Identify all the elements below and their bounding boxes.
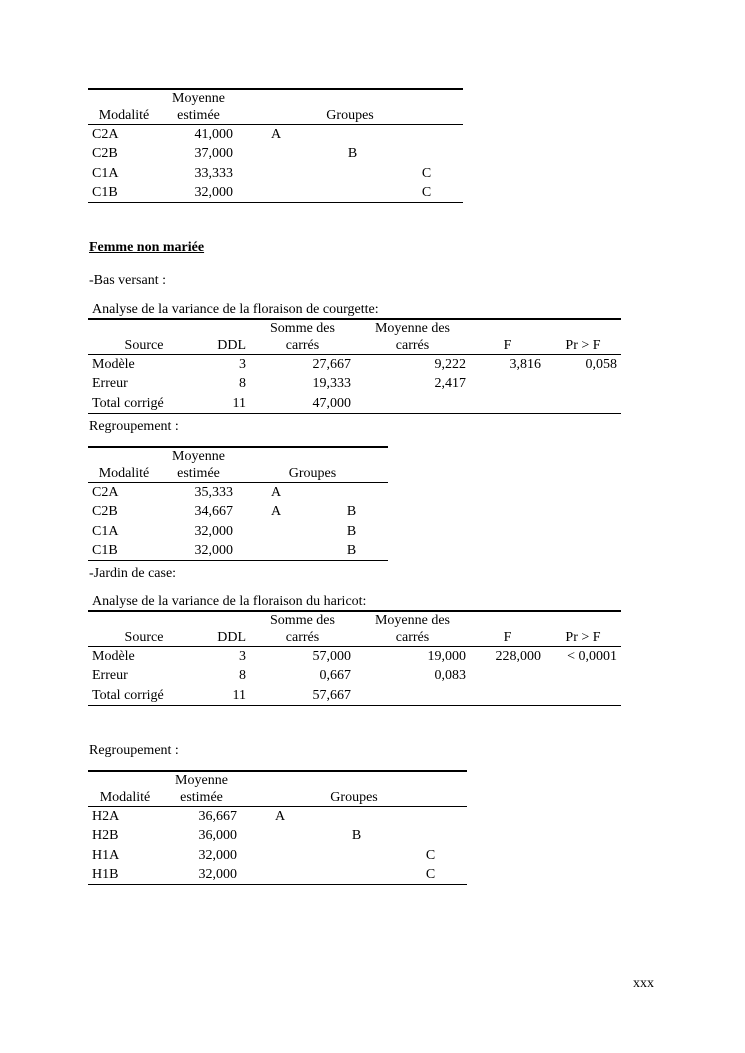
regroupement-label-2: Regroupement : bbox=[89, 743, 179, 758]
group-cell: B bbox=[346, 504, 357, 520]
table-row bbox=[88, 374, 621, 393]
somme-cell: 19,333 bbox=[312, 376, 351, 392]
header-moyenne-des-carres: Moyenne des carrés bbox=[374, 613, 451, 645]
mean-cell: 32,000 bbox=[198, 847, 237, 863]
f-cell: 3,816 bbox=[509, 357, 541, 372]
source-cell: Total corrigé bbox=[92, 687, 164, 703]
header-moyenne-des-carres: Moyenne des carrés bbox=[374, 321, 451, 353]
table-row bbox=[88, 394, 621, 414]
table-row bbox=[88, 647, 621, 667]
modalite-cell: C1B bbox=[92, 184, 118, 200]
ddl-cell: 11 bbox=[232, 687, 246, 703]
pr-cell: < 0,0001 bbox=[567, 649, 617, 664]
modalite-cell: H2B bbox=[92, 828, 119, 844]
somme-cell: 0,667 bbox=[319, 668, 351, 684]
anova-table-2 bbox=[88, 610, 621, 706]
group-cell bbox=[394, 826, 467, 845]
group-cell: A bbox=[274, 809, 286, 824]
group-cell bbox=[319, 865, 394, 885]
group-cell: A bbox=[270, 504, 282, 520]
modalite-cell: H2A bbox=[92, 809, 120, 824]
header-modalite: Modalité bbox=[88, 773, 162, 807]
f-cell bbox=[470, 394, 545, 414]
header-pr: Pr > F bbox=[545, 321, 621, 355]
modalite-cell: H1A bbox=[92, 847, 120, 863]
group-cell: B bbox=[347, 146, 358, 162]
subsection-bas-versant: -Bas versant : bbox=[89, 273, 166, 288]
grouping-table-1 bbox=[88, 88, 463, 203]
group-cell bbox=[394, 807, 467, 827]
source-cell: Erreur bbox=[92, 376, 128, 392]
source-cell: Erreur bbox=[92, 668, 128, 684]
group-cell bbox=[319, 807, 394, 827]
header-source: Source bbox=[88, 321, 200, 355]
group-cell: C bbox=[421, 165, 432, 181]
pr-cell: 0,058 bbox=[585, 357, 617, 372]
mean-cell: 33,333 bbox=[194, 165, 233, 181]
pr-cell bbox=[545, 666, 621, 685]
header-somme-des-carres: Somme des carrés bbox=[270, 321, 335, 353]
header-source: Source bbox=[88, 613, 200, 647]
modalite-cell: C2A bbox=[92, 127, 119, 142]
ddl-cell: 8 bbox=[239, 668, 246, 684]
header-f: F bbox=[470, 321, 545, 355]
modalite-cell: C1B bbox=[92, 542, 118, 558]
anova-caption-2: Analyse de la variance de la floraison du haricot: bbox=[92, 594, 367, 609]
group-cell bbox=[241, 865, 319, 885]
header-moyenne-estimee: Moyenne estimée bbox=[172, 91, 225, 123]
table-row bbox=[88, 483, 388, 503]
page-number: xxx bbox=[633, 976, 654, 991]
table-row bbox=[88, 125, 463, 145]
pr-cell bbox=[545, 686, 621, 706]
ddl-cell: 11 bbox=[232, 395, 246, 411]
moyenne-cell: 2,417 bbox=[434, 376, 466, 392]
table-row bbox=[88, 807, 467, 827]
mean-cell: 32,000 bbox=[194, 184, 233, 200]
table-row bbox=[88, 164, 463, 183]
f-cell: 228,000 bbox=[495, 649, 541, 664]
header-f: F bbox=[470, 613, 545, 647]
mean-cell: 37,000 bbox=[194, 146, 233, 162]
table-row bbox=[88, 826, 467, 845]
source-cell: Modèle bbox=[92, 357, 135, 372]
header-groupes: Groupes bbox=[237, 449, 388, 483]
header-somme-des-carres: Somme des carrés bbox=[270, 613, 335, 645]
source-cell: Modèle bbox=[92, 649, 135, 664]
table-row bbox=[88, 865, 467, 885]
group-cell bbox=[390, 144, 463, 163]
grouping-table-2 bbox=[88, 446, 388, 561]
source-cell: Total corrigé bbox=[92, 395, 164, 411]
table-row bbox=[88, 502, 388, 521]
group-cell: C bbox=[425, 866, 436, 882]
modalite-cell: C1A bbox=[92, 165, 119, 181]
modalite-cell: C2B bbox=[92, 146, 118, 162]
mean-cell: 34,667 bbox=[194, 504, 233, 520]
somme-cell: 57,000 bbox=[312, 649, 351, 664]
group-cell bbox=[237, 144, 315, 163]
group-cell bbox=[237, 522, 315, 541]
table-row bbox=[88, 846, 467, 865]
moyenne-cell bbox=[355, 394, 470, 414]
group-cell bbox=[241, 826, 319, 845]
group-cell bbox=[237, 183, 315, 203]
subsection-jardin-de-case: -Jardin de case: bbox=[89, 566, 177, 581]
table-row bbox=[88, 541, 388, 561]
f-cell bbox=[470, 374, 545, 393]
group-cell bbox=[315, 164, 390, 183]
header-modalite: Modalité bbox=[88, 91, 160, 125]
group-cell: B bbox=[346, 542, 357, 558]
pr-cell bbox=[545, 374, 621, 393]
moyenne-cell bbox=[355, 686, 470, 706]
header-pr: Pr > F bbox=[545, 613, 621, 647]
ddl-cell: 8 bbox=[239, 376, 246, 392]
pr-cell bbox=[545, 394, 621, 414]
mean-cell: 32,000 bbox=[194, 542, 233, 558]
ddl-cell: 3 bbox=[239, 357, 246, 372]
header-ddl: DDL bbox=[200, 613, 250, 647]
somme-cell: 27,667 bbox=[312, 357, 351, 372]
header-groupes: Groupes bbox=[241, 773, 467, 807]
group-cell: C bbox=[425, 847, 436, 863]
table-row bbox=[88, 666, 621, 685]
table-row bbox=[88, 522, 388, 541]
anova-table-1 bbox=[88, 318, 621, 414]
ddl-cell: 3 bbox=[239, 649, 246, 664]
anova-caption-1: Analyse de la variance de la floraison de courgette: bbox=[92, 302, 379, 317]
moyenne-cell: 9,222 bbox=[434, 357, 466, 372]
group-cell bbox=[237, 164, 315, 183]
table-row bbox=[88, 355, 621, 375]
table-row bbox=[88, 144, 463, 163]
f-cell bbox=[470, 686, 545, 706]
group-cell bbox=[315, 183, 390, 203]
group-cell bbox=[315, 483, 388, 503]
regroupement-label-1: Regroupement : bbox=[89, 419, 179, 434]
group-cell bbox=[315, 125, 390, 145]
header-ddl: DDL bbox=[200, 321, 250, 355]
header-moyenne-estimee: Moyenne estimée bbox=[172, 449, 225, 481]
modalite-cell: C1A bbox=[92, 523, 119, 539]
header-modalite: Modalité bbox=[88, 449, 160, 483]
mean-cell: 32,000 bbox=[198, 866, 237, 882]
mean-cell: 41,000 bbox=[194, 127, 233, 142]
f-cell bbox=[470, 666, 545, 685]
modalite-cell: H1B bbox=[92, 866, 119, 882]
header-groupes: Groupes bbox=[237, 91, 463, 125]
mean-cell: 36,000 bbox=[198, 828, 237, 844]
group-cell: C bbox=[421, 184, 432, 200]
mean-cell: 32,000 bbox=[194, 523, 233, 539]
group-cell: B bbox=[351, 828, 362, 844]
mean-cell: 36,667 bbox=[198, 809, 237, 824]
group-cell bbox=[237, 541, 315, 561]
group-cell bbox=[319, 846, 394, 865]
modalite-cell: C2B bbox=[92, 504, 118, 520]
modalite-cell: C2A bbox=[92, 485, 119, 500]
group-cell: A bbox=[270, 485, 282, 500]
group-cell: A bbox=[270, 127, 282, 142]
grouping-table-3 bbox=[88, 770, 467, 885]
group-cell bbox=[241, 846, 319, 865]
group-cell: B bbox=[346, 523, 357, 539]
header-moyenne-estimee: Moyenne estimée bbox=[175, 773, 228, 805]
mean-cell: 35,333 bbox=[194, 485, 233, 500]
section-title: Femme non mariée bbox=[89, 240, 205, 255]
table-row bbox=[88, 183, 463, 203]
somme-cell: 57,667 bbox=[312, 687, 351, 703]
group-cell bbox=[390, 125, 463, 145]
table-row bbox=[88, 686, 621, 706]
moyenne-cell: 0,083 bbox=[434, 668, 466, 684]
moyenne-cell: 19,000 bbox=[427, 649, 466, 664]
somme-cell: 47,000 bbox=[312, 395, 351, 411]
